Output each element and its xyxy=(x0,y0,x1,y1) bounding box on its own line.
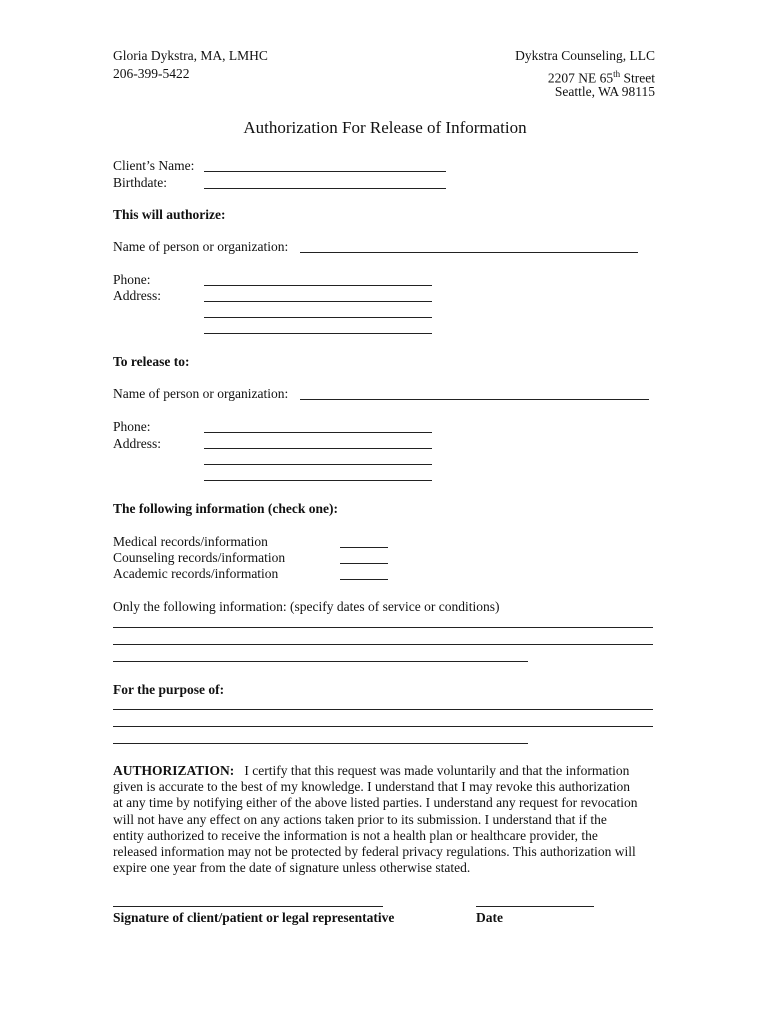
authorization-line-2: given is accurate to the best of my knowledge. I understand that I may revoke this authorization xyxy=(113,779,630,795)
info-option-medical: Medical records/information xyxy=(113,534,268,549)
authorize-phone-field[interactable] xyxy=(204,285,432,286)
company-street: 2207 NE 65th Street xyxy=(547,69,655,86)
birthdate-field[interactable] xyxy=(204,188,446,189)
authorization-line-4: will not have any effect on any actions taken prior to its submission. I understand that if the xyxy=(113,811,607,827)
info-option-academic: Academic records/information xyxy=(113,566,279,581)
release-heading: To release to: xyxy=(113,354,190,369)
authorization-paragraph xyxy=(113,763,658,876)
purpose-heading: For the purpose of: xyxy=(113,682,225,697)
company-name: Dykstra Counseling, LLC xyxy=(515,48,655,63)
signature-field[interactable] xyxy=(113,906,383,907)
purpose-field-2[interactable] xyxy=(113,726,653,727)
authorization-line-5: entity authorized to receive the information is not a health plan or healthcare provider, the xyxy=(113,827,598,843)
info-only-label: Only the following information: (specify dates of service or conditions) xyxy=(113,599,500,614)
info-check-counseling[interactable] xyxy=(340,563,388,564)
info-check-medical[interactable] xyxy=(340,547,388,548)
info-only-field-2[interactable] xyxy=(113,644,653,645)
page-title: Authorization For Release of Information xyxy=(243,118,527,137)
authorize-heading: This will authorize: xyxy=(113,207,226,222)
release-org-label: Name of person or organization: xyxy=(113,386,289,401)
signature-label: Signature of client/patient or legal representative xyxy=(113,910,395,925)
info-only-field-3[interactable] xyxy=(113,661,528,662)
date-field[interactable] xyxy=(476,906,594,907)
authorize-phone-label: Phone: xyxy=(113,272,151,287)
info-option-counseling: Counseling records/information xyxy=(113,550,286,565)
release-address-label: Address: xyxy=(113,436,161,451)
authorization-line-6: released information may not be protected by federal privacy regulations. This authorization will xyxy=(113,844,636,860)
release-phone-field[interactable] xyxy=(204,432,432,433)
purpose-field-3[interactable] xyxy=(113,743,528,744)
authorize-org-field[interactable] xyxy=(300,252,638,253)
authorization-line-7: expire one year from the date of signature unless otherwise stated. xyxy=(113,860,471,876)
authorize-address-field-2[interactable] xyxy=(204,317,432,318)
info-heading: The following information (check one): xyxy=(113,501,338,516)
client-name-field[interactable] xyxy=(204,171,446,172)
release-org-field[interactable] xyxy=(300,399,649,400)
client-name-label: Client’s Name: xyxy=(113,158,195,173)
release-phone-label: Phone: xyxy=(113,419,151,434)
therapist-phone: 206-399-5422 xyxy=(113,66,190,81)
release-address-field-3[interactable] xyxy=(204,480,432,481)
authorization-line-3: at any time by notifying either of the above listed parties. I understand any request for revocation xyxy=(113,795,638,811)
date-label: Date xyxy=(476,910,503,925)
authorization-label: AUTHORIZATION: xyxy=(113,763,235,778)
authorize-address-label: Address: xyxy=(113,288,161,303)
authorize-address-field-1[interactable] xyxy=(204,301,432,302)
info-only-field-1[interactable] xyxy=(113,627,653,628)
release-address-field-2[interactable] xyxy=(204,464,432,465)
therapist-name: Gloria Dykstra, MA, LMHC xyxy=(113,48,268,63)
authorization-line-1: AUTHORIZATION: I certify that this request was made voluntarily and that the information xyxy=(113,763,630,778)
authorize-address-field-3[interactable] xyxy=(204,333,432,334)
birthdate-label: Birthdate: xyxy=(113,175,167,190)
purpose-field-1[interactable] xyxy=(113,709,653,710)
info-check-academic[interactable] xyxy=(340,579,388,580)
company-city: Seattle, WA 98115 xyxy=(554,84,655,99)
release-address-field-1[interactable] xyxy=(204,448,432,449)
authorize-org-label: Name of person or organization: xyxy=(113,239,289,254)
